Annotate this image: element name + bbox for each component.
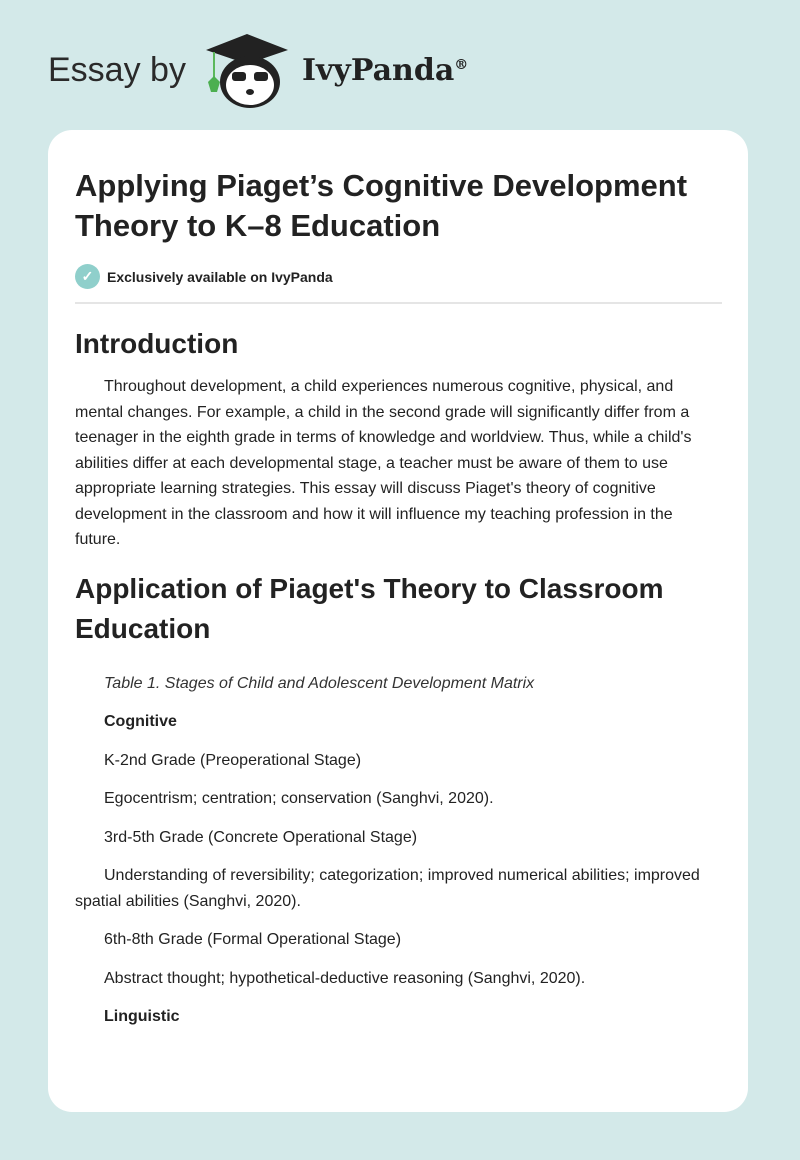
table-cell: Egocentrism; centration; conservation (Sanghvi, 2020). [104, 790, 494, 807]
page-title: Applying Piaget’s Cognitive Development Theory to K–8 Education [75, 168, 688, 243]
ivypanda-logo-icon[interactable] [204, 30, 290, 110]
table-cell: K-2nd Grade (Preoperational Stage) [104, 751, 362, 769]
table-cell: 6th-8th Grade (Formal Operational Stage) [104, 931, 402, 948]
section-heading: Application of Piaget's Theory to Classroom Education [75, 572, 664, 644]
section-heading: Introduction [75, 328, 239, 359]
table-cell: Abstract thought; hypothetical-deductive reasoning (Sanghvi, 2020). [104, 969, 586, 987]
exclusive-badge [75, 264, 722, 289]
table-heading: Linguistic [104, 1008, 180, 1025]
essay-card [48, 130, 748, 1112]
site-header [48, 30, 468, 110]
table-caption: Table 1. Stages of Child and Adolescent Development Matrix [104, 674, 535, 692]
essay-by-label: Essay by [48, 50, 186, 89]
divider [75, 302, 722, 304]
table-cell: Understanding of reversibility; categorization; improved numerical abilities; improved spatial abilities (Sanghvi, 2020). [75, 867, 700, 910]
badge-text: Exclusively available on IvyPanda [107, 268, 333, 285]
check-icon: ✓ [75, 264, 100, 289]
table-cell: 3rd-5th Grade (Concrete Operational Stage) [104, 828, 418, 846]
brand-name: IvyPanda® [301, 52, 469, 88]
paragraph: Throughout development, a child experiences numerous cognitive, physical, and mental changes. For example, a child in the second grade will significantly differ from a teenager in the eighth grade in terms of knowledge and worldview. Thus, while a child's abilities differ at each developmental stage, a teacher must be aware of them to use appropriate learning strategies. This essay will discuss Piaget's theory of cognitive development in the classroom and how it will influence my teaching profession in the future. [75, 378, 692, 548]
table-heading: Cognitive [104, 713, 177, 730]
